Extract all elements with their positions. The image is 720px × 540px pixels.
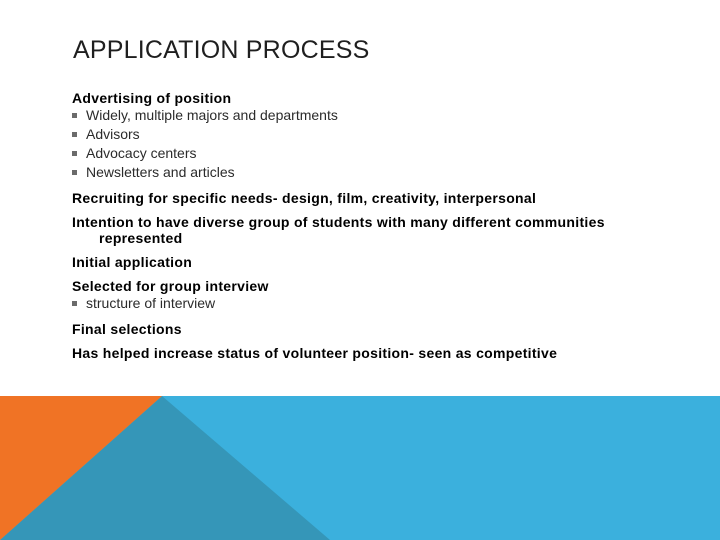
list-item: structure of interview (72, 294, 672, 313)
square-bullet-icon (72, 113, 77, 118)
advertising-sublist (72, 106, 672, 182)
bullet-final-selections: Final selections (72, 321, 182, 337)
list-item: Newsletters and articles (72, 163, 672, 182)
square-bullet-icon (72, 151, 77, 156)
interview-sublist (72, 294, 672, 313)
bullet-advertising: Advertising of position (72, 90, 232, 106)
bullet-status: Has helped increase status of volunteer position- seen as competitive (72, 345, 558, 361)
bullet-initial-application: Initial application (72, 254, 193, 270)
list-item: Advocacy centers (72, 144, 672, 163)
square-bullet-icon (72, 132, 77, 137)
slide-title: APPLICATION PROCESS (73, 36, 370, 64)
bullet-group-interview: Selected for group interview (72, 278, 269, 294)
bullet-recruiting: Recruiting for specific needs- design, film, creativity, interpersonal (72, 190, 537, 206)
bullet-intention: Intention to have diverse group of students with many different communities represented (72, 214, 605, 246)
slide-content (72, 90, 672, 369)
decorative-footer (0, 396, 720, 540)
square-bullet-icon (72, 301, 77, 306)
square-bullet-icon (72, 170, 77, 175)
list-item: Widely, multiple majors and departments (72, 106, 672, 125)
list-item: Advisors (72, 125, 672, 144)
